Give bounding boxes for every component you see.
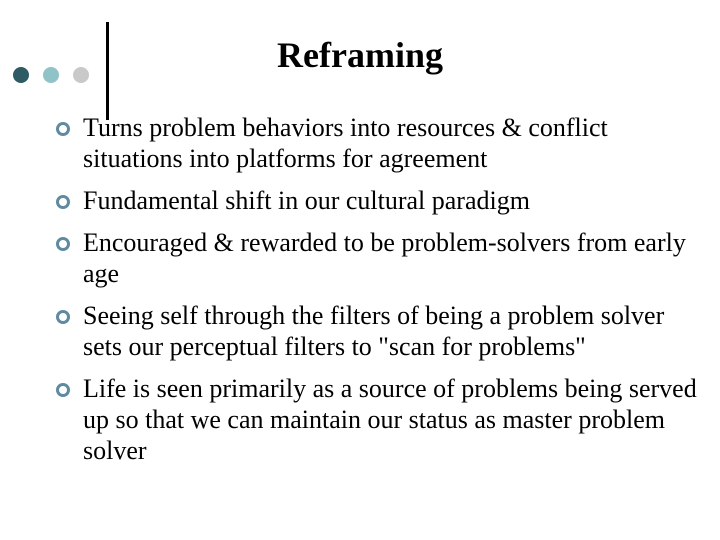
bullet-ring-icon bbox=[56, 237, 70, 251]
bullet-item bbox=[56, 112, 706, 174]
bullet-ring-icon bbox=[56, 383, 70, 397]
bullet-item bbox=[56, 185, 706, 216]
bullet-ring-icon bbox=[56, 195, 70, 209]
bullet-text: Turns problem behaviors into resources & conflict situations into platforms for agreement bbox=[83, 113, 608, 173]
bullet-item bbox=[56, 227, 706, 289]
bullet-item bbox=[56, 300, 706, 362]
slide-title: Reframing bbox=[277, 35, 443, 75]
bullet-text: Life is seen primarily as a source of problems being served up so that we can maintain our status as master problem solver bbox=[83, 374, 697, 465]
bullet-ring-icon bbox=[56, 310, 70, 324]
bullet-text: Encouraged & rewarded to be problem-solvers from early age bbox=[83, 228, 686, 288]
bullet-text: Fundamental shift in our cultural paradigm bbox=[83, 186, 530, 215]
decorative-dot-dark bbox=[13, 67, 29, 83]
bullet-text: Seeing self through the filters of being a problem solver sets our perceptual filters to "scan for problems" bbox=[83, 301, 665, 361]
bullet-list bbox=[56, 112, 706, 477]
title-divider-line bbox=[106, 22, 109, 120]
bullet-item bbox=[56, 373, 706, 466]
decorative-dot-gray bbox=[73, 67, 89, 83]
bullet-ring-icon bbox=[56, 122, 70, 136]
decorative-dot-teal bbox=[43, 67, 59, 83]
